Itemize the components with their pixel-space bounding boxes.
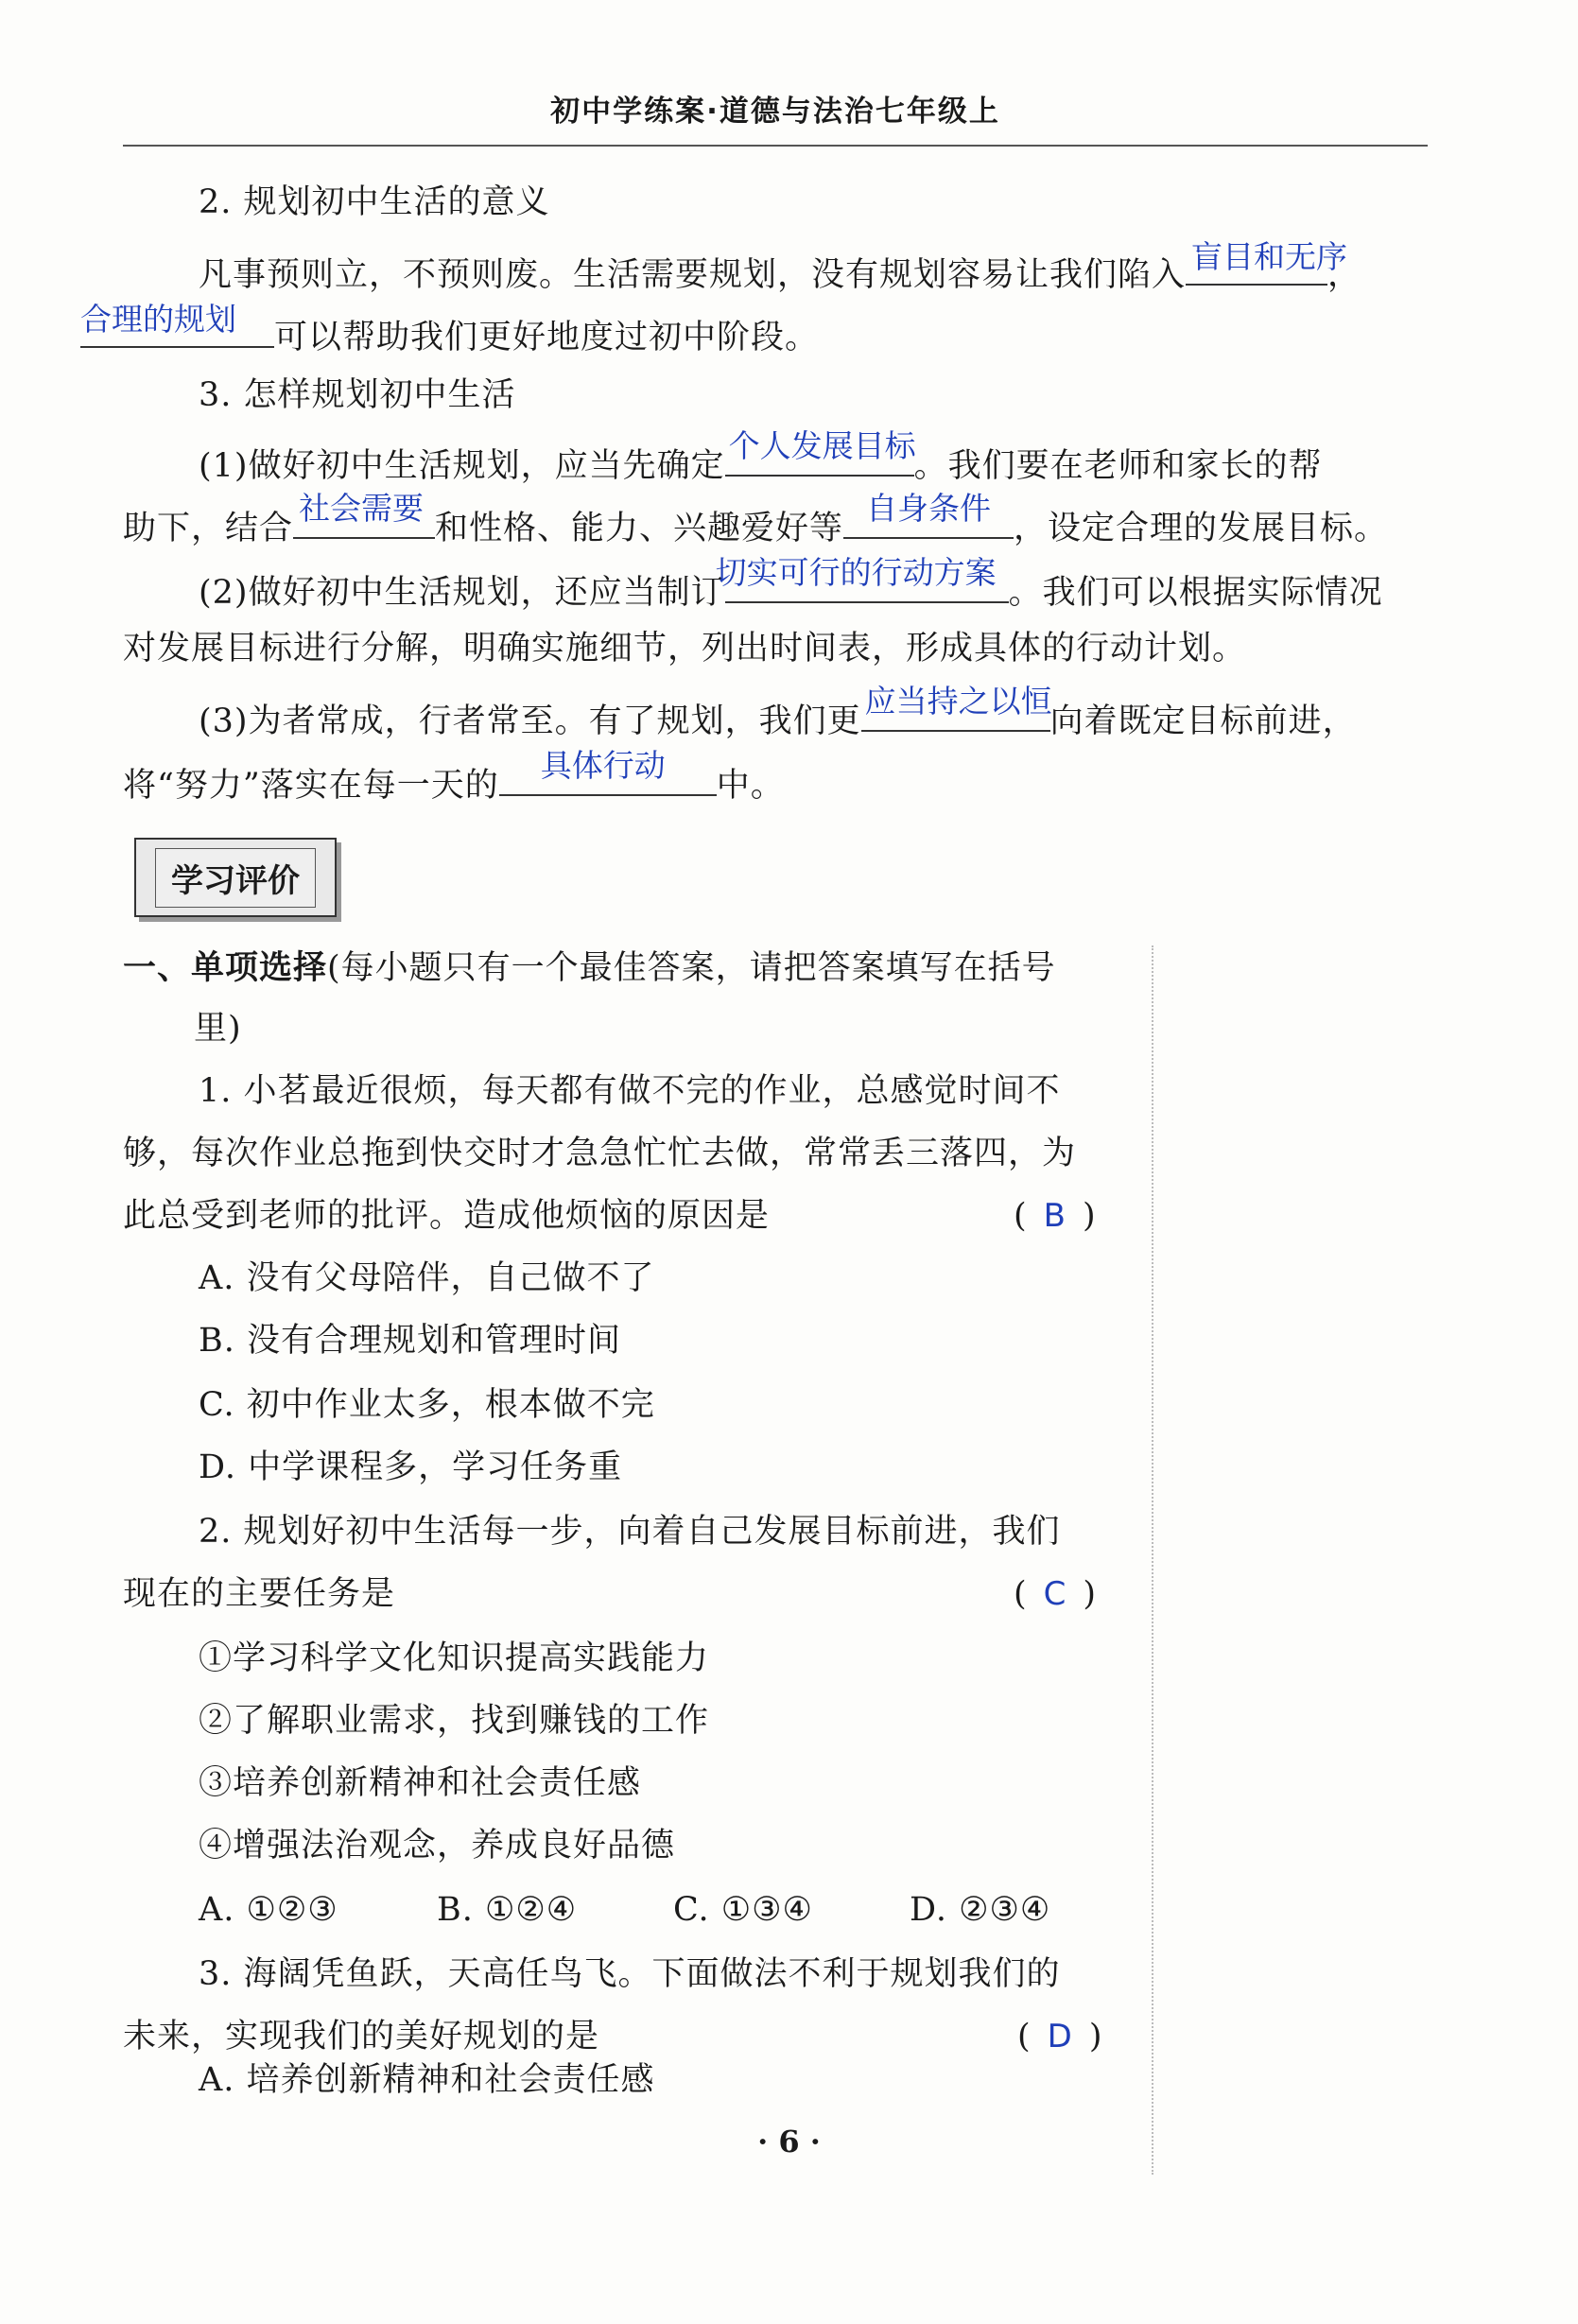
q2-option-a: A. ①②③ [199,1891,338,1929]
blank-concrete-action[interactable] [499,747,717,796]
section3-p3-line1 [199,683,1357,742]
answer-blind-disorder: 盲目和无序 [1191,238,1348,275]
answer-social-needs: 社会需要 [299,490,425,527]
section2-line1-end: ， [1327,256,1362,294]
q3-option-a: A. 培养创新精神和社会责任感 [199,2061,655,2099]
section3-p1-line2 [123,490,1389,549]
p1-text-a: (1)做好初中生活规划，应当先确定 [199,447,725,485]
part-one-title-line [123,947,1056,989]
q1-answer-bracket[interactable]: ( B ) [1014,1197,1096,1235]
p3-text-d: 中。 [716,767,785,805]
p3-text-b: 向着既定目标前进， [1049,702,1357,740]
q2-answer: C [1043,1575,1066,1613]
blank-personal-goal[interactable] [725,427,916,477]
section3-p2-line2: 对发展目标进行分解，明确实施细节，列出时间表，形成具体的行动计划。 [123,630,1247,668]
answer-reasonable-plan: 合理的规划 [80,301,236,338]
q2-option-b: B. ①②④ [437,1891,578,1929]
section3-p2-line1 [199,554,1383,614]
q3-answer-bracket[interactable]: ( D ) [1017,2018,1102,2055]
answer-concrete-action: 具体行动 [540,747,666,784]
p1-text-e: ，设定合理的发展目标。 [1014,510,1389,547]
blank-perseverance[interactable] [861,683,1052,732]
q1-line1: 1. 小茗最近很烦，每天都有做不完的作业，总感觉时间不 [199,1072,1061,1110]
q2-option-c: C. ①③④ [673,1891,813,1929]
section3-heading: 3. 怎样规划初中生活 [199,376,516,414]
answer-action-plan: 切实可行的行动方案 [715,554,997,591]
header-divider [123,145,1428,147]
section3-p1-line1 [199,427,1323,487]
p1-text-c: 助下，结合 [123,510,294,547]
p1-text-b: 。我们要在老师和家长的帮 [913,447,1323,485]
section2-line2 [80,301,820,358]
answer-perseverance: 应当持之以恒 [864,683,1052,720]
q3-line2: 未来，实现我们的美好规划的是 [123,2018,600,2055]
page-number: · 6 · [757,2124,821,2159]
q2-answer-bracket[interactable]: ( C ) [1014,1575,1097,1613]
q2-line1: 2. 规划好初中生活每一步，向着自己发展目标前进，我们 [199,1513,1061,1551]
section2-line1-text: 凡事预则立，不预则废。生活需要规划，没有规划容易让我们陷入 [199,256,1187,294]
q1-line2: 够，每次作业总拖到快交时才急急忙忙去做，常常丢三落四，为 [123,1135,1077,1172]
blank-action-plan[interactable] [715,554,1009,603]
q2-line2: 现在的主要任务是 [123,1575,396,1613]
blank-social-needs[interactable] [293,490,435,539]
blank-own-conditions[interactable] [843,490,1014,539]
q3-answer: D [1047,2018,1072,2055]
blank-reasonable-plan[interactable] [80,301,274,348]
part-one-title: 一、单项选择 [123,949,328,987]
q2-item-4: ④增强法治观念，养成良好品德 [199,1827,676,1864]
q2-item-2: ②了解职业需求，找到赚钱的工作 [199,1702,710,1740]
q1-option-b: B. 没有合理规划和管理时间 [199,1322,621,1360]
q1-option-a: A. 没有父母陪伴，自己做不了 [199,1259,655,1297]
section-label-evaluation [134,838,337,917]
part-one-note2: 里) [194,1010,242,1048]
p3-text-c: 将“努力”落实在每一天的 [123,767,499,805]
section2-line1 [199,238,1362,296]
q1-option-d: D. 中学课程多，学习任务重 [199,1448,623,1486]
q2-option-d: D. ②③④ [910,1891,1051,1929]
section2-line2-text: 可以帮助我们更好地度过初中阶段。 [274,319,820,356]
answer-personal-goal: 个人发展目标 [728,427,916,464]
p2-text-b: 。我们可以根据实际情况 [1008,574,1383,612]
section-label-text: 学习评价 [155,848,316,908]
section3-p3-line2 [123,747,785,806]
q2-item-3: ③培养创新精神和社会责任感 [199,1764,642,1802]
q1-line3: 此总受到老师的批评。造成他烦恼的原因是 [123,1197,771,1235]
p3-text-a: (3)为者常成，行者常至。有了规划，我们更 [199,702,861,740]
q1-option-c: C. 初中作业太多，根本做不完 [199,1386,655,1424]
part-one-note: (每小题只有一个最佳答案，请把答案填写在括号 [327,949,1056,987]
blank-blind-disorder[interactable] [1186,238,1348,286]
p1-text-d: 和性格、能力、兴趣爱好等 [435,510,844,547]
section2-heading: 2. 规划初中生活的意义 [199,183,550,221]
q1-answer: B [1043,1197,1066,1235]
q2-item-1: ①学习科学文化知识提高实践能力 [199,1639,710,1677]
page-header-title: 初中学练案·道德与法治七年级上 [550,95,1000,129]
answer-own-conditions: 自身条件 [866,490,992,527]
p2-text-a: (2)做好初中生活规划，还应当制订 [199,574,725,612]
q3-line1: 3. 海阔凭鱼跃，天高任鸟飞。下面做法不利于规划我们的 [199,1955,1061,1993]
answer-column-divider [1152,945,1153,2175]
